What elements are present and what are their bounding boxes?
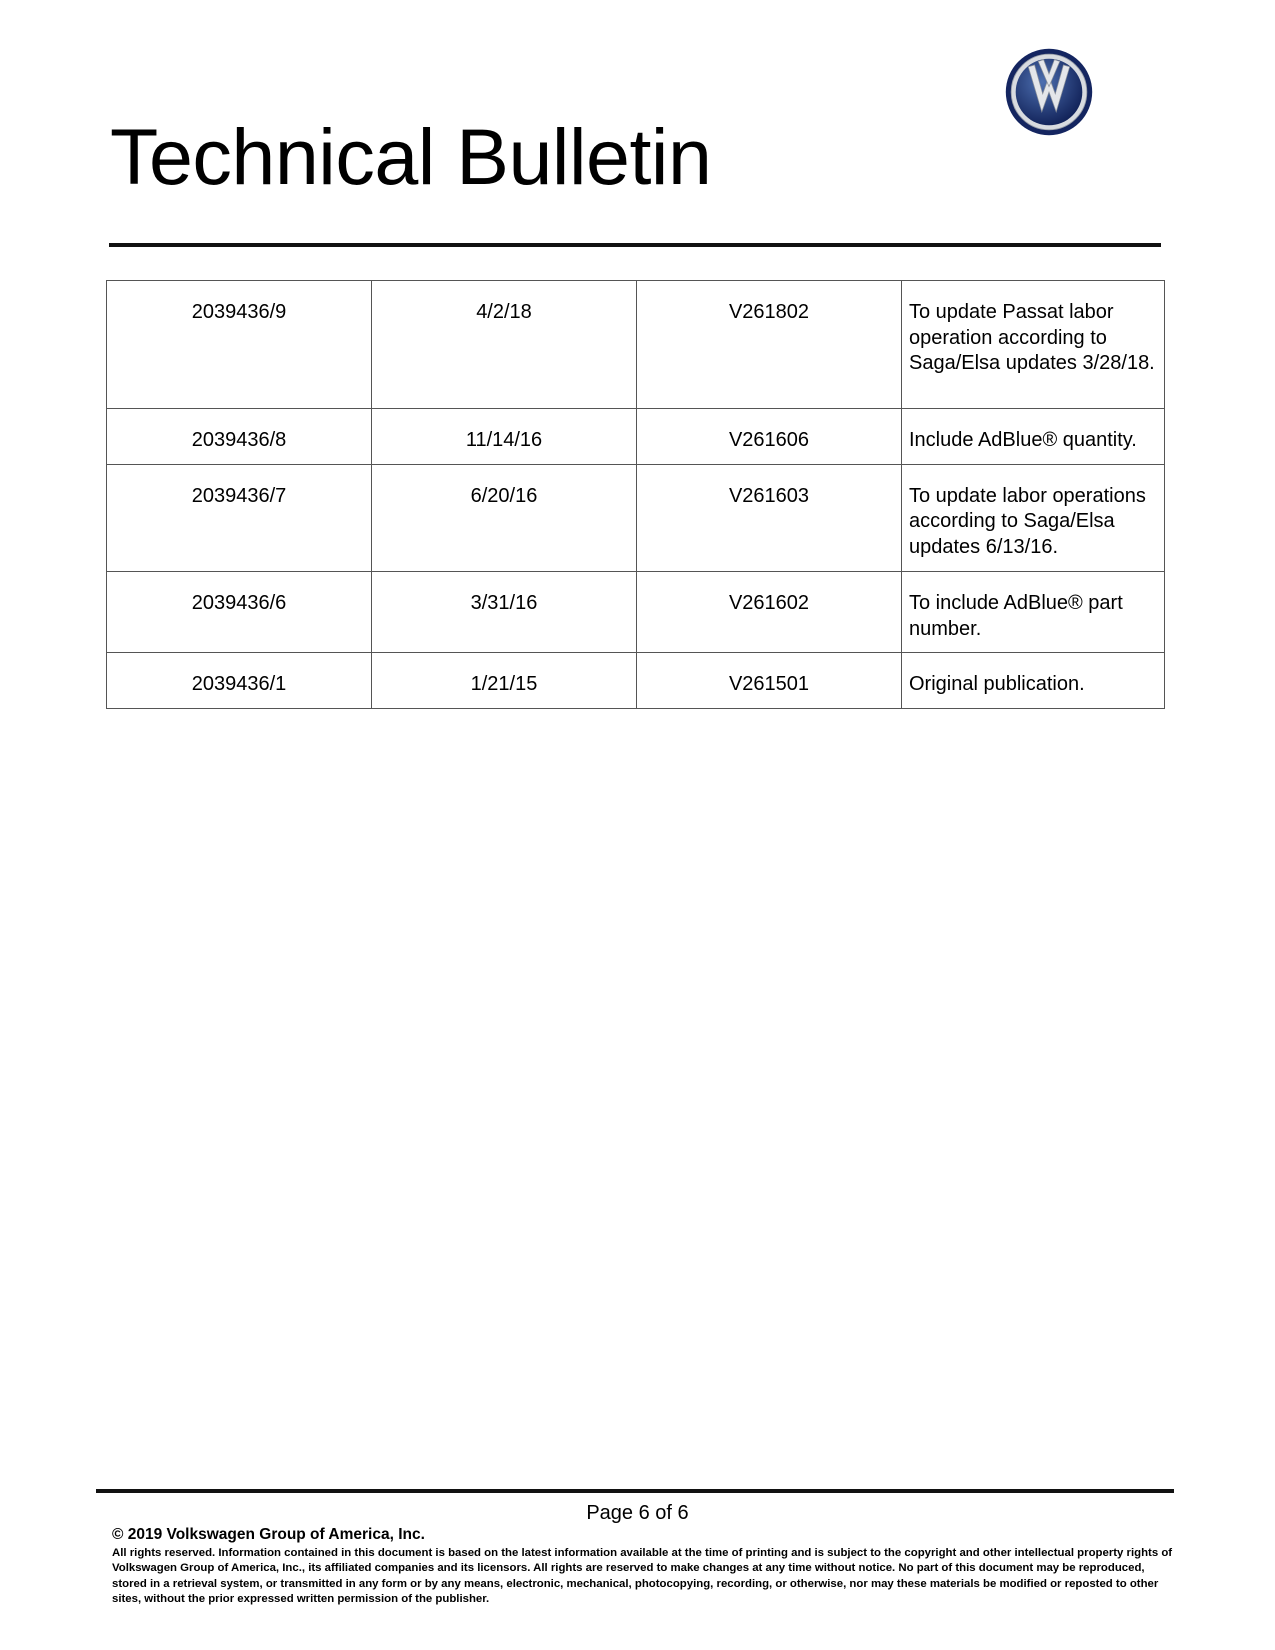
- table-row: [107, 464, 1165, 571]
- legal-notice: All rights reserved. Information contained in this document is based on the latest information available at the time of printing and is subject to the copyright and other intellectual property rights of Volkswagen Group of America, Inc., its affiliated companies and its licensors. All rights are reserved to make changes at any time without notice. No part of this document may be reproduced, stored in a retrieval system, or transmitted in any form or by any means, electronic, mechanical, photocopying, recording, or otherwise, nor may these materials be modified or reposted to other sites, without the prior expressed written permission of the publisher.: [112, 1547, 1173, 1606]
- change-description: To update labor operations according to Saga/Elsa updates 6/13/16.: [902, 464, 1165, 571]
- change-description: To include AdBlue® part number.: [902, 571, 1165, 652]
- table-row: [107, 281, 1165, 409]
- header-divider: [109, 243, 1161, 247]
- change-description: Include AdBlue® quantity.: [902, 409, 1165, 465]
- release-date: 4/2/18: [372, 281, 637, 409]
- table-row: [107, 409, 1165, 465]
- page-title: Technical Bulletin: [110, 112, 712, 201]
- bulletin-number: 2039436/9: [107, 281, 372, 409]
- change-description: To update Passat labor operation according to Saga/Elsa updates 3/28/18.: [902, 281, 1165, 409]
- page-number: Page 6 of 6: [586, 1502, 689, 1524]
- vw-logo-icon: [1004, 47, 1094, 137]
- version-code: V261602: [637, 571, 902, 652]
- release-date: 6/20/16: [372, 464, 637, 571]
- release-date: 3/31/16: [372, 571, 637, 652]
- table-row: [107, 653, 1165, 709]
- version-code: V261606: [637, 409, 902, 465]
- footer-divider: [96, 1489, 1174, 1493]
- bulletin-number: 2039436/6: [107, 571, 372, 652]
- revision-table: [106, 280, 1165, 709]
- copyright: © 2019 Volkswagen Group of America, Inc.: [112, 1526, 425, 1543]
- version-code: V261802: [637, 281, 902, 409]
- table-row: [107, 571, 1165, 652]
- release-date: 11/14/16: [372, 409, 637, 465]
- version-code: V261603: [637, 464, 902, 571]
- bulletin-number: 2039436/1: [107, 653, 372, 709]
- bulletin-number: 2039436/7: [107, 464, 372, 571]
- release-date: 1/21/15: [372, 653, 637, 709]
- bulletin-number: 2039436/8: [107, 409, 372, 465]
- change-description: Original publication.: [902, 653, 1165, 709]
- version-code: V261501: [637, 653, 902, 709]
